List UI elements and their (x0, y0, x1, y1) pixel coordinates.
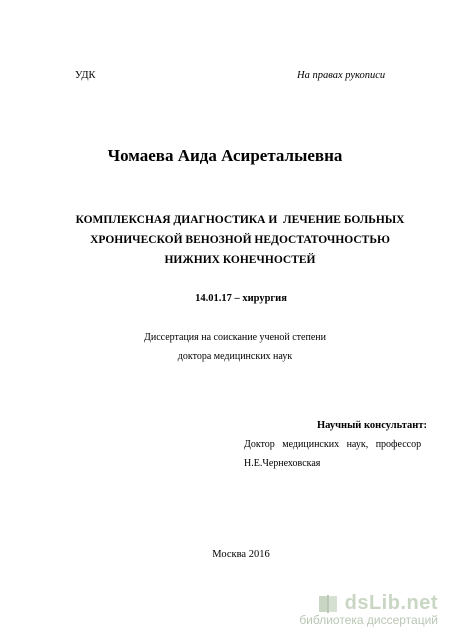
watermark-logo (299, 592, 438, 615)
consultant-title: Доктор медицинских наук, профессор (244, 439, 422, 450)
title-line: НИЖНИХ КОНЕЧНОСТЕЙ (164, 254, 316, 266)
degree-line: Диссертация на соискание ученой степени (144, 332, 326, 343)
dslib-logo-icon (317, 593, 341, 615)
author-name: Чомаева Аида Асиреталыевна (107, 146, 343, 165)
dslib-watermark[interactable] (299, 592, 438, 627)
degree-line: доктора медицинских наук (177, 351, 293, 362)
specialty-code: 14.01.17 – хирургия (195, 293, 287, 304)
udk-label: УДК (75, 70, 96, 81)
consultant-name: Н.Е.Чернеховская (244, 458, 321, 469)
title-line: ХРОНИЧЕСКОЙ ВЕНОЗНОЙ НЕДОСТАТОЧНОСТЬЮ (90, 234, 390, 246)
degree-statement (0, 328, 450, 366)
manuscript-rights-label: На правах рукописи (297, 70, 386, 81)
place-year: Москва 2016 (212, 549, 270, 560)
watermark-subtitle: библиотека диссертаций (299, 613, 438, 627)
dissertation-title (0, 210, 450, 270)
watermark-logo-text: dsLib.net (344, 592, 438, 614)
consultant-heading: Научный консультант: (317, 420, 427, 431)
title-line: КОМПЛЕКСНАЯ ДИАГНОСТИКА И ЛЕЧЕНИЕ БОЛЬНЫХ (75, 214, 405, 226)
